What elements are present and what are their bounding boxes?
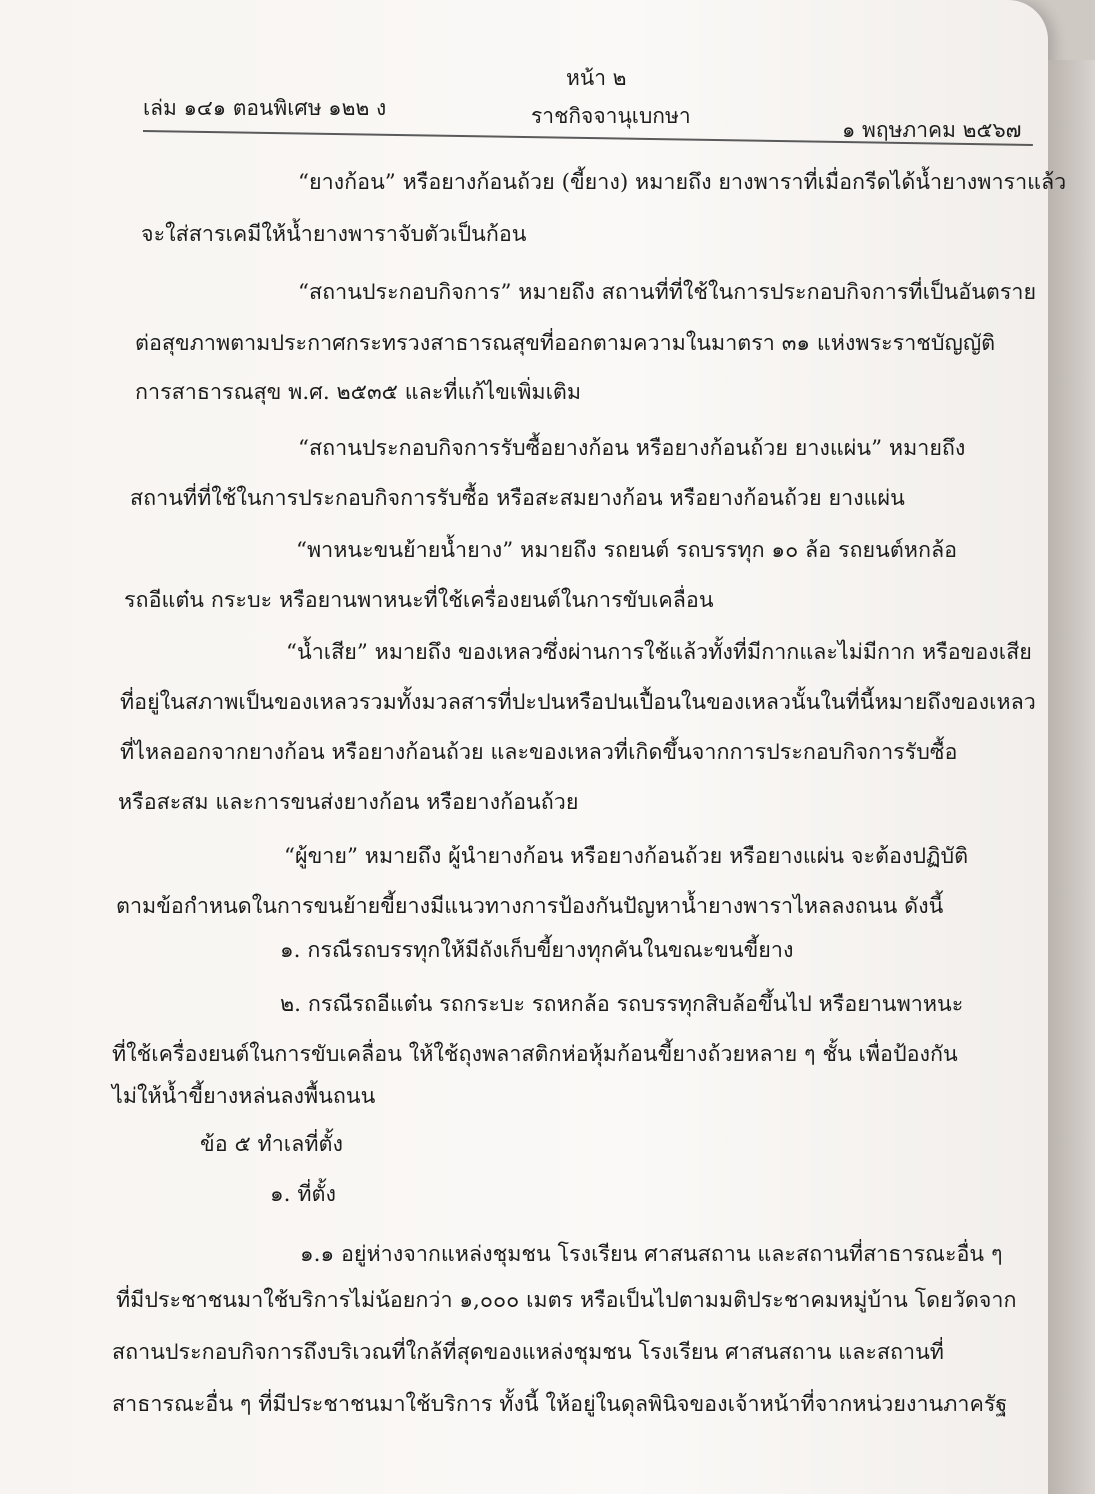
body-line: ที่อยู่ในสภาพเป็นของเหลวรวมทั้งมวลสารที่ปะปนหรือปนเปื้อนในของเหลวนั้นในที่นี้หมายถึงของเหลว: [120, 690, 1036, 715]
issue-date: ๑ พฤษภาคม ๒๕๖๗: [842, 118, 1022, 142]
section-heading: ข้อ ๕ ทำเลที่ตั้ง: [200, 1132, 343, 1157]
body-line: “สถานประกอบกิจการรับซื้อยางก้อน หรือยางก้อนถ้วย ยางแผ่น” หมายถึง: [298, 436, 966, 461]
body-line: ไม่ให้น้ำขี้ยางหล่นลงพื้นถนน: [112, 1084, 376, 1109]
body-line: ๒. กรณีรถอีแต๋น รถกระบะ รถหกล้อ รถบรรทุกสิบล้อขึ้นไป หรือยานพาหนะ: [280, 992, 964, 1017]
body-line: “ผู้ขาย” หมายถึง ผู้นำยางก้อน หรือยางก้อนถ้วย หรือยางแผ่น จะต้องปฏิบัติ: [284, 844, 969, 869]
body-line: รถอีแต๋น กระบะ หรือยานพาหนะที่ใช้เครื่องยนต์ในการขับเคลื่อน: [124, 588, 714, 613]
page-edge: [1048, 60, 1095, 1494]
body-line: สถานประกอบกิจการถึงบริเวณที่ใกล้ที่สุดของแหล่งชุมชน โรงเรียน ศาสนสถาน และสถานที่: [112, 1340, 944, 1365]
body-line: ต่อสุขภาพตามประกาศกระทรวงสาธารณสุขที่ออกตามความในมาตรา ๓๑ แห่งพระราชบัญญัติ: [135, 331, 996, 356]
volume-info: เล่ม ๑๔๑ ตอนพิเศษ ๑๒๒ ง: [143, 96, 387, 120]
gazette-name: ราชกิจจานุเบกษา: [531, 104, 691, 128]
body-line: ตามข้อกำหนดในการขนย้ายขี้ยางมีแนวทางการป้องกันปัญหาน้ำยางพาราไหลลงถนน ดังนี้: [116, 894, 944, 919]
body-line: การสาธารณสุข พ.ศ. ๒๕๓๕ และที่แก้ไขเพิ่มเติม: [135, 380, 582, 405]
subsection-heading: ๑. ที่ตั้ง: [270, 1182, 336, 1207]
body-line: “ยางก้อน” หรือยางก้อนถ้วย (ขี้ยาง) หมายถึง ยางพาราที่เมื่อกรีดได้น้ำยางพาราแล้ว: [298, 170, 1067, 195]
body-line: “พาหนะขนย้ายน้ำยาง” หมายถึง รถยนต์ รถบรรทุก ๑๐ ล้อ รถยนต์หกล้อ: [296, 538, 958, 563]
body-line: ๑.๑ อยู่ห่างจากแหล่งชุมชน โรงเรียน ศาสนสถาน และสถานที่สาธารณะอื่น ๆ: [300, 1242, 1003, 1267]
body-line: หรือสะสม และการขนส่งยางก้อน หรือยางก้อนถ้วย: [118, 790, 579, 815]
body-line: สถานที่ที่ใช้ในการประกอบกิจการรับซื้อ หรือสะสมยางก้อน หรือยางก้อนถ้วย ยางแผ่น: [130, 486, 905, 511]
body-line: สาธารณะอื่น ๆ ที่มีประชาชนมาใช้บริการ ทั้งนี้ ให้อยู่ในดุลพินิจของเจ้าหน้าที่จากหน่วยงานภาครัฐ: [112, 1392, 1008, 1417]
page-number: หน้า ๒: [566, 66, 627, 90]
body-line: ๑. กรณีรถบรรทุกให้มีถังเก็บขี้ยางทุกคันในขณะขนขี้ยาง: [280, 938, 794, 963]
body-line: “สถานประกอบกิจการ” หมายถึง สถานที่ที่ใช้ในการประกอบกิจการที่เป็นอันตราย: [298, 280, 1037, 305]
body-line: “น้ำเสีย” หมายถึง ของเหลวซึ่งผ่านการใช้แล้วทั้งที่มีกากและไม่มีกาก หรือของเสีย: [286, 640, 1032, 665]
body-line: ที่ใช้เครื่องยนต์ในการขับเคลื่อน ให้ใช้ถุงพลาสติกห่อหุ้มก้อนขี้ยางถ้วยหลาย ๆ ชั้น เพื่อป้องกัน: [112, 1042, 958, 1067]
body-line: จะใส่สารเคมีให้น้ำยางพาราจับตัวเป็นก้อน: [141, 222, 527, 247]
body-line: ที่ไหลออกจากยางก้อน หรือยางก้อนถ้วย และของเหลวที่เกิดขึ้นจากการประกอบกิจการรับซื้อ: [120, 740, 958, 765]
body-line: ที่มีประชาชนมาใช้บริการไม่น้อยกว่า ๑,๐๐๐ เมตร หรือเป็นไปตามมติประชาคมหมู่บ้าน โดยวัดจาก: [116, 1288, 1017, 1313]
